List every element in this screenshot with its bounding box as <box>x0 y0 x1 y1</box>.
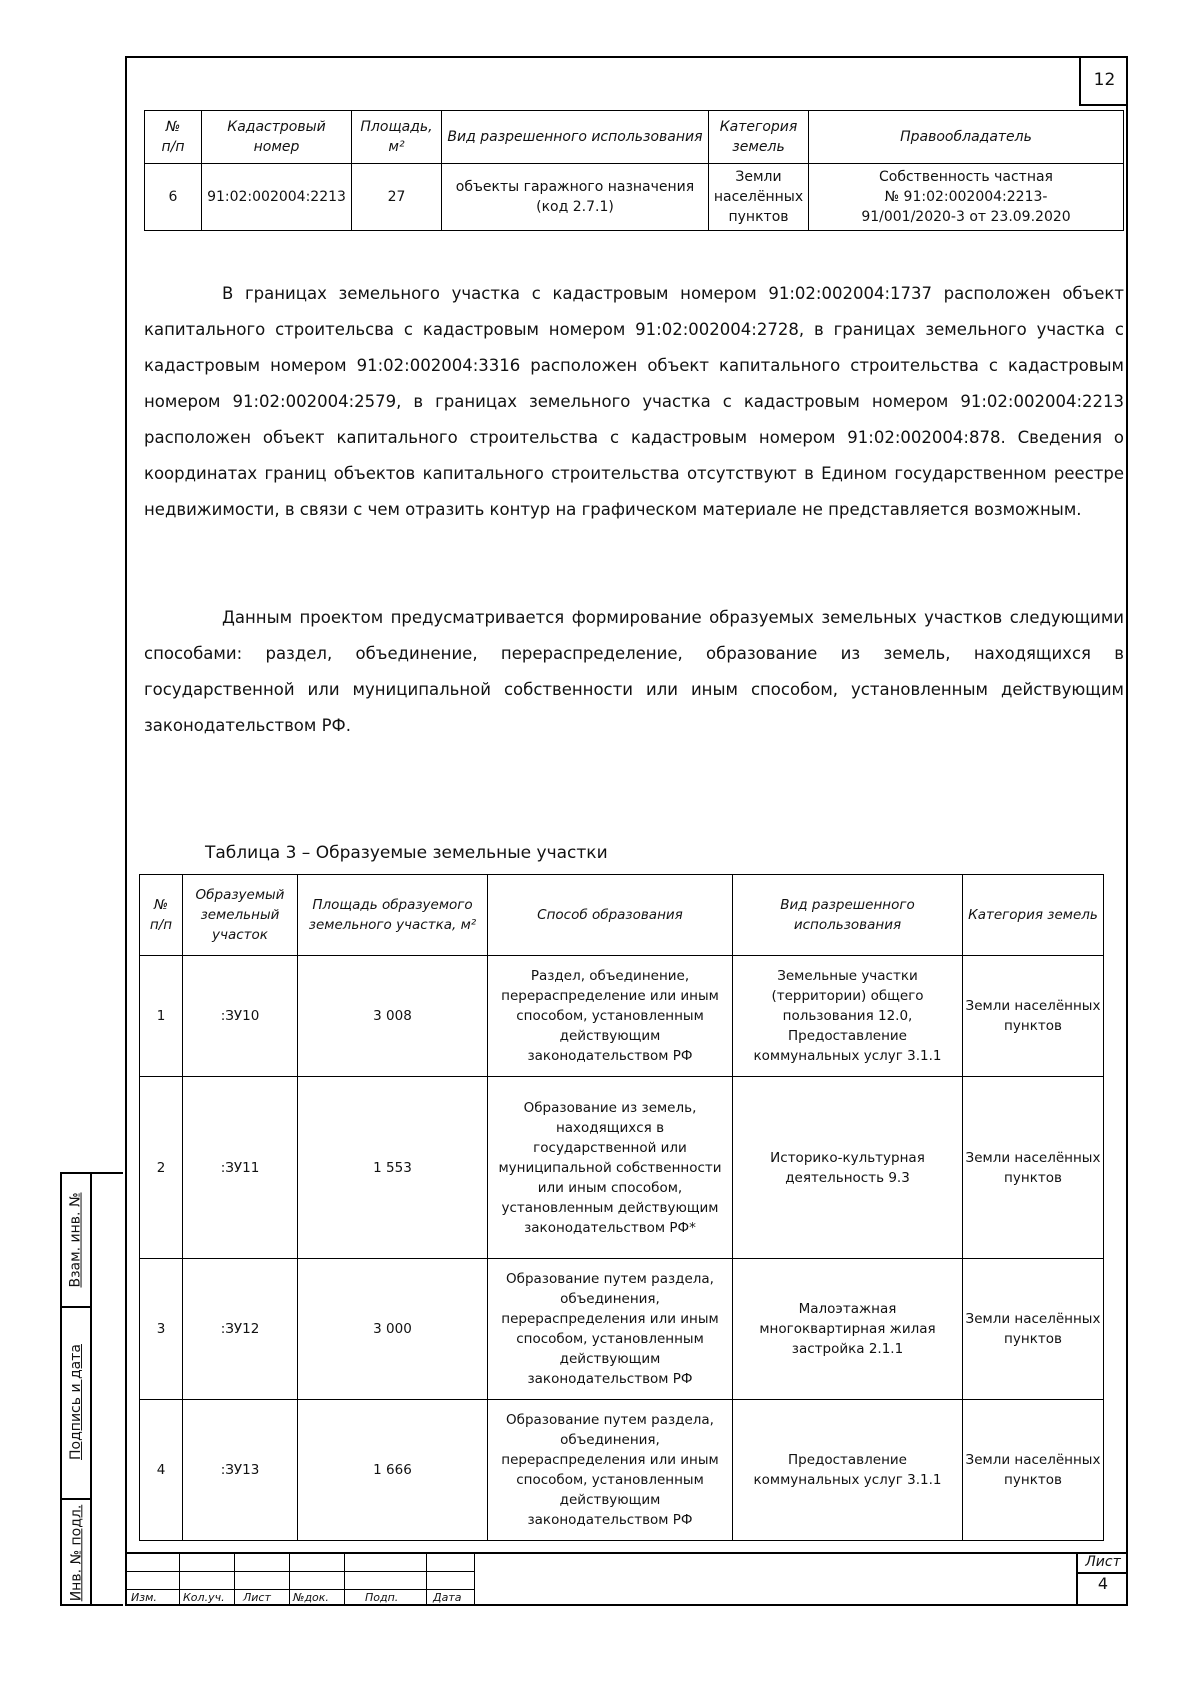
table-row <box>145 164 1124 231</box>
stamp-cell <box>290 1572 345 1590</box>
table-cell: Земли населённых пунктов <box>963 1400 1104 1541</box>
table-cell: 2 <box>140 1077 183 1259</box>
stamp-cell <box>180 1554 235 1572</box>
table-header: Правообладатель <box>809 111 1124 164</box>
table-header: Площадь, м² <box>352 111 442 164</box>
table-cell: 1 553 <box>298 1077 488 1259</box>
title-block <box>125 1552 1128 1606</box>
page-number: 12 <box>1079 56 1128 106</box>
stamp-label-doc: №док. <box>293 1591 329 1604</box>
table-header: Образуемый земельный участок <box>183 875 298 956</box>
side-stamp-cell <box>62 1174 90 1306</box>
table-cell: Земли населённых пунктов <box>963 956 1104 1077</box>
side-stamp <box>60 1172 123 1606</box>
side-stamp-label: Инв. № подл. <box>68 1504 84 1602</box>
sheet-number-box <box>1076 1554 1128 1606</box>
stamp-cell <box>125 1554 180 1572</box>
paragraph-1: В границах земельного участка с кадастровым номером 91:02:002004:1737 расположен объект капитального строительсва с кадастровым номером 91:02:002004:2728, в границах земельного участка с кадастровым номером 91:02:002004:3316 расположен объект капитального строительства с кадастровым номером 91:02:002004:2579, в границах земельного участка с кадастровым номером 91:02:002004:2213 расположен объект капитального строительства с кадастровым номером 91:02:002004:878. Сведения о координатах границ объектов капитального строительства отсутствуют в Едином государственном реестре недвижимости, в связи с чем отразить контур на графическом материале не представляется возможным. <box>144 284 1124 519</box>
stamp-cell <box>345 1554 427 1572</box>
stamp-cell <box>125 1572 180 1590</box>
table-cell: Земли населённых пунктов <box>709 164 809 231</box>
table-cell: :ЗУ11 <box>183 1077 298 1259</box>
side-stamp-label: Подпись и дата <box>68 1344 84 1460</box>
side-stamp-cell <box>62 1498 90 1608</box>
table-cell: :ЗУ13 <box>183 1400 298 1541</box>
side-stamp-label: Взам. инв. № <box>68 1192 84 1288</box>
stamp-label-count: Кол.уч. <box>183 1591 225 1604</box>
table-cell: Предоставление коммунальных услуг 3.1.1 <box>733 1400 963 1541</box>
table-header: Площадь образуемого земельного участка, м² <box>298 875 488 956</box>
paragraph-2: Данным проектом предусматривается формирование образуемых земельных участков следующими способами: раздел, объединение, перераспределение, образование из земель, находящихся в государственной или муниципальной собственности или иным способом, установленным действующим законодательством РФ. <box>144 608 1124 735</box>
table-cell: 1 666 <box>298 1400 488 1541</box>
stamp-cell <box>180 1572 235 1590</box>
table-header-row <box>140 875 1104 956</box>
table-cell: Раздел, объединение, перераспределение или иным способом, установленным действующим законодательством РФ <box>488 956 733 1077</box>
table-cell: 3 000 <box>298 1259 488 1400</box>
table-row <box>140 1259 1104 1400</box>
table-cell: Историко-культурная деятельность 9.3 <box>733 1077 963 1259</box>
side-stamp-divider <box>90 1174 92 1604</box>
table-header: Категория земель <box>709 111 809 164</box>
table-cell: 4 <box>140 1400 183 1541</box>
table-caption: Таблица 3 – Образуемые земельные участки <box>205 843 608 863</box>
stamp-cell <box>235 1554 290 1572</box>
table-cell: 91:02:002004:2213 <box>202 164 352 231</box>
table-cell: 6 <box>145 164 202 231</box>
stamp-cell <box>235 1572 290 1590</box>
table-cell: Земли населённых пунктов <box>963 1259 1104 1400</box>
stamp-cell <box>427 1572 475 1590</box>
table-header: Способ образования <box>488 875 733 956</box>
land-plot-table <box>144 110 1124 231</box>
formed-plots-table <box>139 874 1104 1541</box>
table-cell: Собственность частная № 91:02:002004:2213- 91/001/2020-3 от 23.09.2020 <box>809 164 1124 231</box>
table-header: Кадастровый номер <box>202 111 352 164</box>
table-cell: :ЗУ12 <box>183 1259 298 1400</box>
table-cell: 3 <box>140 1259 183 1400</box>
table-header: Вид разрешенного использования <box>442 111 709 164</box>
stamp-label-change: Изм. <box>131 1591 157 1604</box>
table-cell: :ЗУ10 <box>183 956 298 1077</box>
table-row <box>140 956 1104 1077</box>
table-cell: 27 <box>352 164 442 231</box>
table-cell: Образование из земель, находящихся в государственной или муниципальной собственности или иным способом, установленным действующим законодательством РФ* <box>488 1077 733 1259</box>
table-row <box>140 1400 1104 1541</box>
sheet-number: 4 <box>1097 1574 1109 1593</box>
table-header: № п/п <box>145 111 202 164</box>
table-header: Вид разрешенного использования <box>733 875 963 956</box>
stamp-cell <box>290 1554 345 1572</box>
table-cell: Образование путем раздела, объединения, перераспределения или иным способом, установленным действующим законодательством РФ <box>488 1400 733 1541</box>
table-cell: 3 008 <box>298 956 488 1077</box>
table-cell: Земельные участки (территории) общего пользования 12.0, Предоставление коммунальных услуг 3.1.1 <box>733 956 963 1077</box>
table-cell: Земли населённых пунктов <box>963 1077 1104 1259</box>
table-header: № п/п <box>140 875 183 956</box>
stamp-cell <box>427 1554 475 1572</box>
stamp-cell <box>345 1572 427 1590</box>
table-header: Категория земель <box>963 875 1104 956</box>
sheet-label: Лист <box>1078 1554 1128 1574</box>
table-header-row <box>145 111 1124 164</box>
table-cell: 1 <box>140 956 183 1077</box>
table-cell: объекты гаражного назначения (код 2.7.1) <box>442 164 709 231</box>
table-row <box>140 1077 1104 1259</box>
table-cell: Образование путем раздела, объединения, перераспределения или иным способом, установленным действующим законодательством РФ <box>488 1259 733 1400</box>
stamp-label-sheet: Лист <box>243 1591 271 1604</box>
table-cell: Малоэтажная многоквартирная жилая застройка 2.1.1 <box>733 1259 963 1400</box>
stamp-label-date: Дата <box>433 1591 462 1604</box>
stamp-label-signature: Подп. <box>365 1591 399 1604</box>
side-stamp-cell <box>62 1306 90 1498</box>
